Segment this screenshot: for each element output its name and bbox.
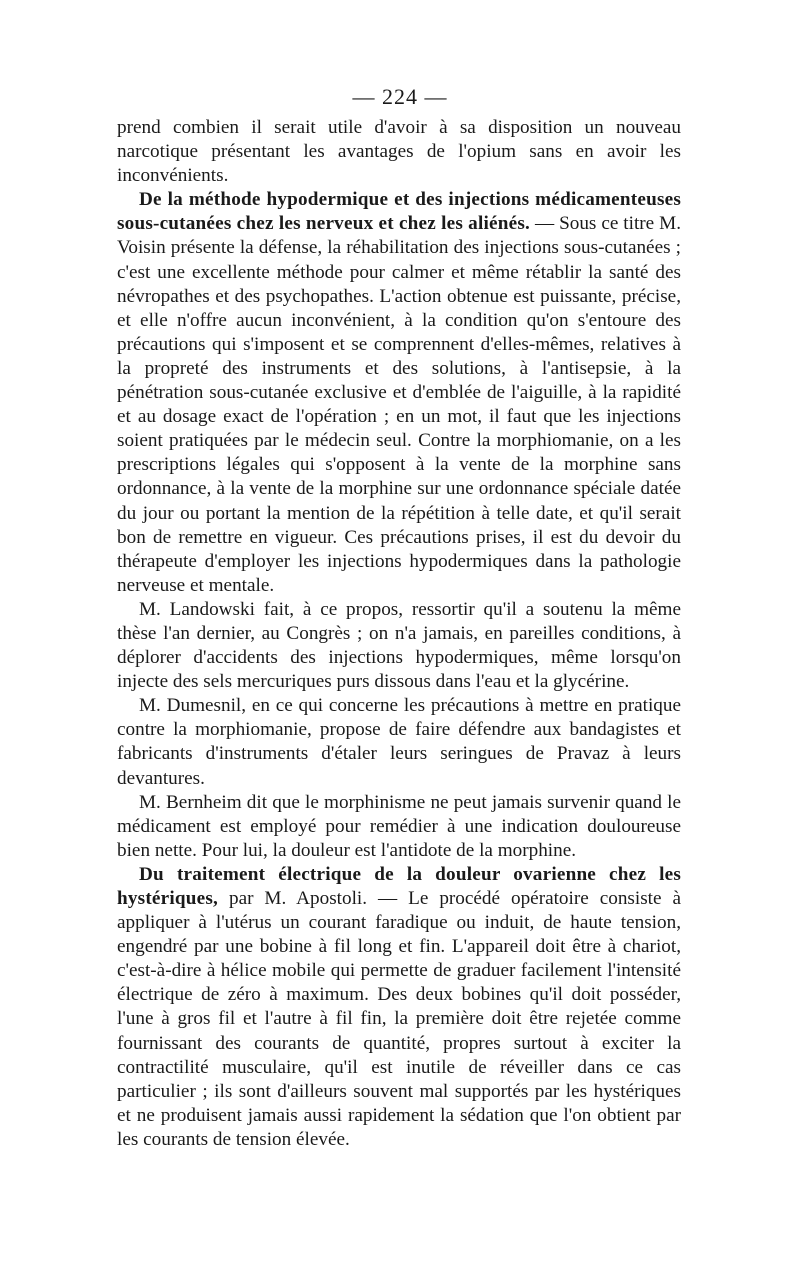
paragraph-hypodermic-method (117, 188, 681, 598)
paragraph-text: M. Dumesnil, en ce qui concerne les précautions à mettre en pratique contre la morphiomanie, propose de faire défendre aux bandagistes et fabricants d'instruments d'étaler leurs seringues de Pravaz à leurs devantures. (117, 695, 681, 789)
section-heading: Du traitement électrique de la douleur ovarienne chez les hystériques, (117, 863, 681, 909)
section-heading: De la méthode hypodermique et des injections médicamenteuses sous-cutanées chez les nerveux et chez les aliénés. (117, 189, 681, 235)
paragraph-text: M. Landowski fait, à ce propos, ressortir qu'il a soutenu la même thèse l'an dernier, au Congrès ; on n'a jamais, en pareilles conditions, à déplorer d'accidents des injections hypodermiques, même lorsqu'on injecte des sels mercuriques purs dissous dans l'eau et la glycérine. (117, 598, 681, 693)
paragraph-electric-treatment (117, 863, 681, 1152)
paragraph-bernheim (117, 791, 681, 863)
paragraph-text: prend combien il serait utile d'avoir à sa disposition un nouveau narcotique présentant les avantages de l'opium sans en avoir les inconvénients. (117, 117, 681, 187)
page-number: — 224 — (352, 84, 448, 109)
paragraph-landowski (117, 598, 681, 694)
paragraph-continuation (117, 116, 681, 188)
paragraph-text: par M. Apostoli. — Le procédé opératoire consiste à appliquer à l'utérus un courant faradique ou induit, de haute tension, engendré par une bobine à fil long et fin. L'appareil doit être à chariot, c'est-à-dire à hélice mobile qui permette de graduer facilement l'intensité électrique de zéro à maximum. Des deux bobines qu'il doit posséder, l'une à gros fil et l'autre à fil fin, la première doit être rejetée comme fournissant des courants de quantité, propres surtout à exciter la contractilité musculaire, qu'il est inutile de réveiller dans ce cas particulier ; ils sont d'ailleurs souvent mal supportés par les hystériques et ne produisent jamais aussi rapidement la sédation que l'on obtient par les courants de tension élevée. (117, 888, 681, 1150)
paragraph-text: — Sous ce titre M. Voisin présente la défense, la réhabilitation des injections sous-cutanées ; c'est une excellente méthode pour calmer et même rétablir la santé des névropathes et des psychopathes. L'action obtenue est puissante, précise, et elle n'offre aucun inconvénient, à la condition qu'on s'entoure des précautions qui s'imposent et se comprennent d'elles-mêmes, relatives à la propreté des instruments et des solutions, à l'antisepsie, à la pénétration sous-cutanée exclusive et d'emblée de l'aiguille, à la rapidité et au dosage exact de l'opération ; en un mot, il faut que les injections soient pratiquées par le médecin seul. Contre la morphiomanie, on a les prescriptions légales qui s'opposent à la vente de la morphine sans ordonnance, à la vente de la morphine sur une ordonnance spéciale datée du jour ou portant la mention de la répétition à telle date, et qu'il serait bon de remettre en vigueur. Ces précautions prises, il est du devoir du thérapeute d'employer les injections hypodermiques dans la pathologie nerveuse et mentale. (117, 213, 681, 596)
body-text (117, 116, 681, 1152)
paragraph-dumesnil (117, 694, 681, 790)
paragraph-text: M. Bernheim dit que le morphinisme ne peut jamais survenir quand le médicament est employé pour remédier à une indication douloureuse bien nette. Pour lui, la douleur est l'antidote de la morphine. (117, 791, 681, 861)
